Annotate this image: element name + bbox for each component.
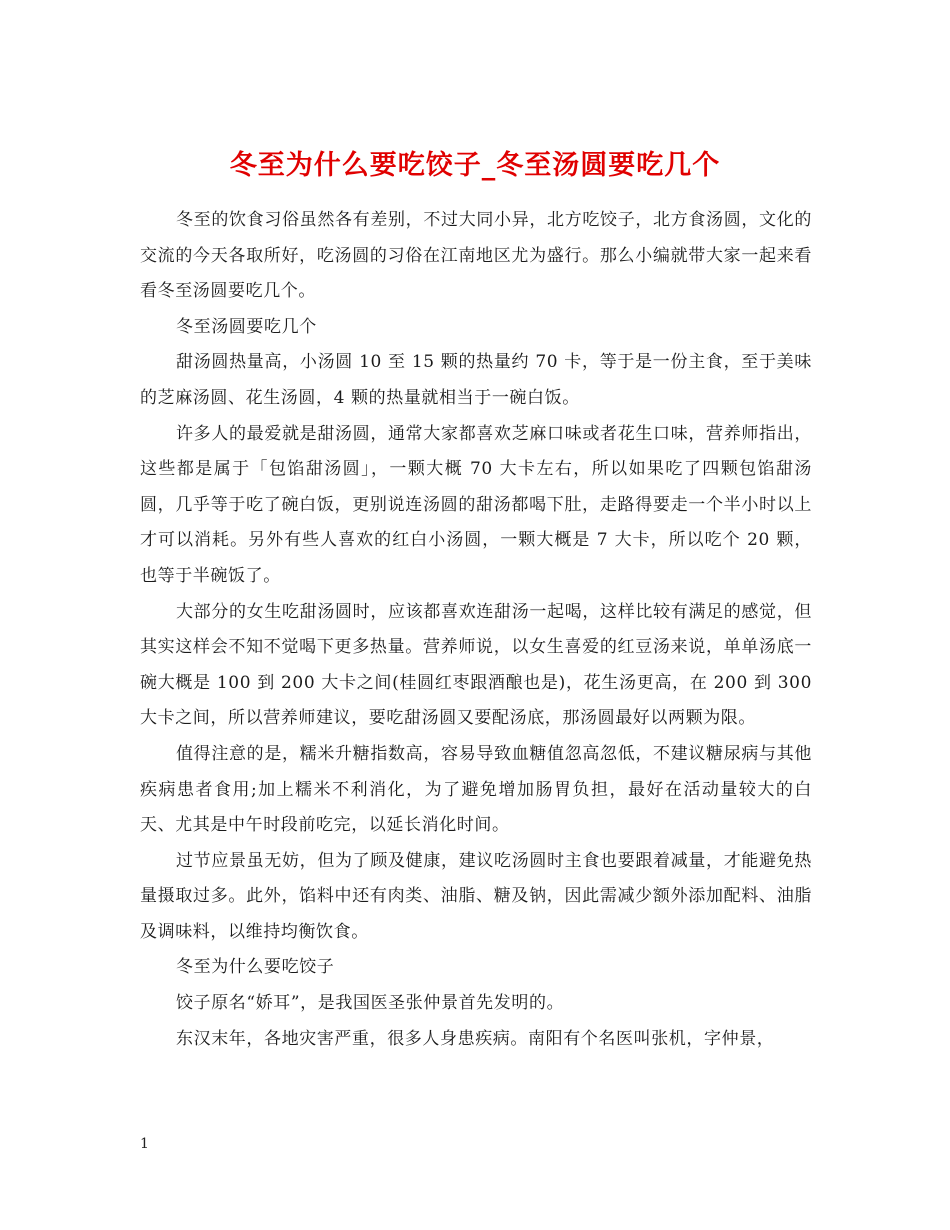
document-title: 冬至为什么要吃饺子_冬至汤圆要吃几个 (229, 150, 721, 182)
paragraph: 饺子原名“娇耳”，是我国医圣张仲景首先发明的。 (176, 993, 565, 1014)
paragraph: 许多人的最爱就是甜汤圆，通常大家都喜欢芝麻口味或者花生口味，营养师指出，这些都是属于「包馅甜汤圆」，一颗大概 70 大卡左右，所以如果吃了四颗包馅甜汤圆，几乎等于吃了碗白饭，更别说连汤圆的甜汤都喝下肚，走路得要走一个半小时以上才可以消耗。另外有些人喜欢的红白小汤圆，一颗大概是 7 大卡，所以吃个 20 颗，也等于半碗饭了。 (140, 423, 812, 586)
paragraph: 大部分的女生吃甜汤圆时，应该都喜欢连甜汤一起喝，这样比较有满足的感觉，但其实这样会不知不觉喝下更多热量。营养师说，以女生喜爱的红豆汤来说，单单汤底一碗大概是 100 到 200 大卡之间(桂圆红枣跟酒酿也是)，花生汤更高，在 200 到 300 大卡之间，所以营养师建议，要吃甜汤圆又要配汤底，那汤圆最好以两颗为限。 (140, 601, 812, 729)
paragraph-intro: 冬至的饮食习俗虽然各有差别，不过大同小异，北方吃饺子，北方食汤圆，文化的交流的今天各取所好，吃汤圆的习俗在江南地区尤为盛行。那么小编就带大家一起来看看冬至汤圆要吃几个。 (140, 210, 812, 302)
page-number: 1 (140, 1136, 149, 1152)
section-heading-tangyuan: 冬至汤圆要吃几个 (176, 316, 317, 337)
paragraph: 值得注意的是，糯米升糖指数高，容易导致血糖值忽高忽低，不建议糖尿病与其他疾病患者食用;加上糯米不利消化，为了避免增加肠胃负担，最好在活动量较大的白天、尤其是中午时段前吃完，以延长消化时间。 (140, 743, 812, 836)
paragraph: 过节应景虽无妨，但为了顾及健康，建议吃汤圆时主食也要跟着减量，才能避免热量摄取过多。此外，馅料中还有肉类、油脂、糖及钠，因此需减少额外添加配料、油脂及调味料，以维持均衡饮食。 (140, 850, 812, 942)
document-body (140, 203, 812, 1057)
paragraph: 东汉末年，各地灾害严重，很多人身患疾病。南阳有个名医叫张机，字仲景， (176, 1028, 775, 1049)
section-heading-jiaozi: 冬至为什么要吃饺子 (176, 957, 335, 978)
paragraph: 甜汤圆热量高，小汤圆 10 至 15 颗的热量约 70 卡，等于是一份主食，至于美味的芝麻汤圆、花生汤圆，4 颗的热量就相当于一碗白饭。 (140, 352, 812, 408)
